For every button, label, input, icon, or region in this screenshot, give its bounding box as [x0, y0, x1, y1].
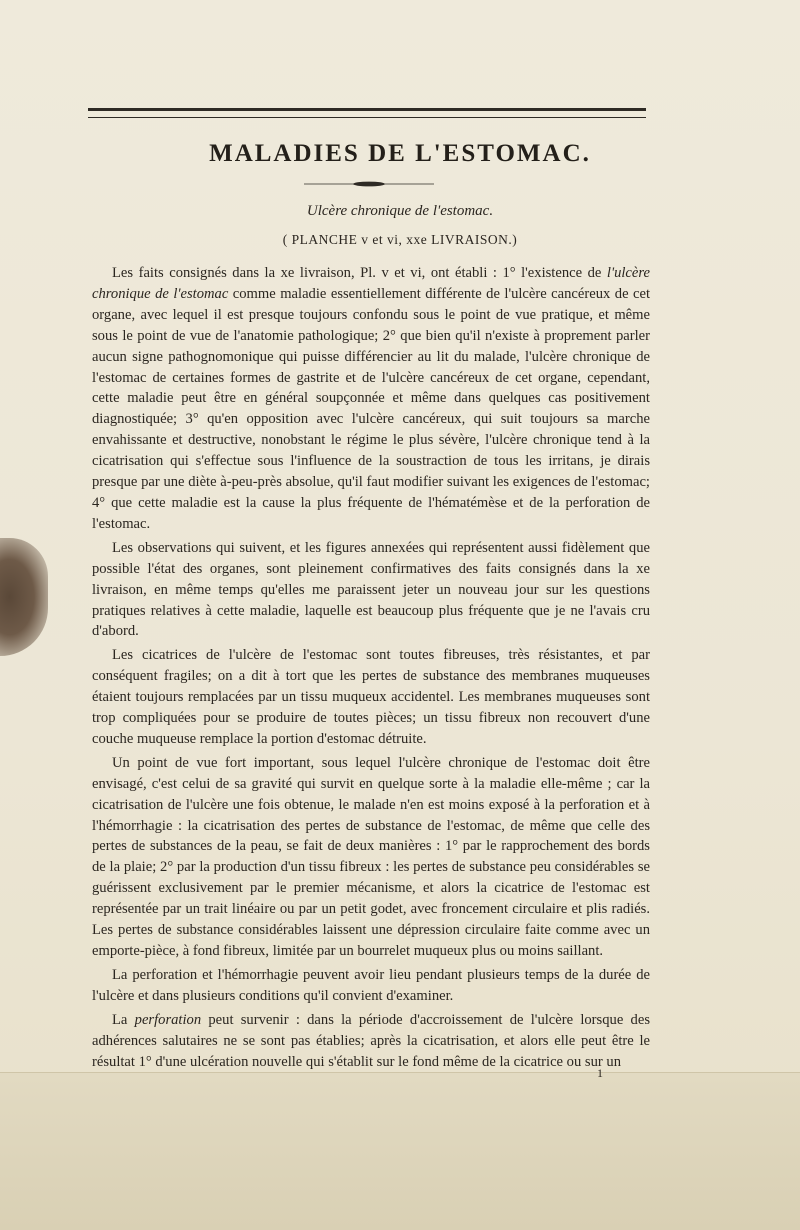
- paragraph-1-emphasis: l'ulcère chronique de l'estomac: [92, 265, 650, 302]
- paragraph-4: [92, 753, 650, 962]
- body-text: [92, 263, 650, 1072]
- paragraph-2-text: Les observations qui suivent, et les figures annexées qui représentent aussi fidèlement que possible l'état des organes, sont pleinement confirmatives des faits consignés dans la xe livraison, en même temps qu'elles me paraissent jeter un nouveau jour sur les questions pratiques relatives à cette maladie, laquelle est beaucoup plus fréquente que je ne l'avais cru d'abord.: [92, 539, 650, 640]
- paragraph-1: [92, 263, 650, 535]
- header-rule: [88, 108, 646, 118]
- plate-reference: ( PLANCHE v et vi, xxe LIVRAISON.): [282, 232, 518, 247]
- page-title: MALADIES DE L'ESTOMAC.: [209, 140, 591, 167]
- paragraph-1-text-cont: comme maladie essentiellement différente de l'ulcère cancéreux de cet organe, avec lequel il est presque toujours confondu sous le point de vue pratique, et même sous le point de vue de l'anatomie pathologique; 2° que bien qu'il n'existe à proprement parler aucun signe pathognomonique qui puisse différencier au lit du malade, l'ulcère chronique de l'estomac de certaines formes de gastrite et de l'ulcère cancéreux de cet organe, cependant, cette maladie peut être en général soupçonnée et même dans quelques cas positivement diagnostiquée; 3° qu'en opposition avec l'ulcère cancéreux, qui suit toujours sa marche envahissante et destructive, nonobstant le régime le plus sévère, l'ulcère chronique tend à la cicatrisation qui s'effectue sous l'influence de la soustraction de tous les irritans, je dirais presque par une diète à-peu-près absolue, qu'il faut modifier suivant les exigences de l'estomac; 4° que cette maladie est la cause la plus fréquente de l'hématémèse et de la perforation de l'estomac.: [92, 285, 651, 532]
- page-bottom-margin: [0, 1072, 800, 1230]
- paragraph-6-emphasis: perforation: [134, 1011, 202, 1028]
- binding-stain: [0, 538, 48, 656]
- title-ornament: [304, 181, 434, 187]
- paragraph-3-text: Les cicatrices de l'ulcère de l'estomac sont toutes fibreuses, très résistantes, et par conséquent fragiles; on a dit à tort que les pertes de substance des membranes muqueuses étaient toujours remplacées par un tissu muqueux accidentel. Les membranes muqueuses sont trop compliquées pour se produire de toutes pièces; un tissu fibreux non recouvert d'une couche muqueuse remplace la portion d'estomac détruite.: [92, 647, 650, 747]
- paragraph-1-text: Les faits consignés dans la xe livraison, Pl. v et vi, ont établi : 1° l'existence de: [112, 265, 607, 281]
- paragraph-6: [92, 1010, 650, 1073]
- paragraph-4-text: Un point de vue fort important, sous lequel l'ulcère chronique de l'estomac doit être envisagé, c'est celui de sa gravité qui survit en quelque sorte à la maladie elle-même ; car la cicatrisation de l'ulcère une fois obtenue, le malade n'en est moins exposé à la perforation et à l'hémorrhagie : la cicatrisation des pertes de substance de l'estomac, de même que celle des pertes de substances de la peau, se fait de deux manières : 1° par le rapprochement des bords de la plaie; 2° par la production d'un tissu fibreux : les pertes de substance peu considérables se guérissent exclusivement par le premier mécanisme, et alors la cicatrice de l'estomac est représentée par un trait linéaire ou par un petit godet, avec froncement circulaire et plis radiés. Les pertes de substance considérables laissent une dépression circulaire faite comme avec un emporte-pièce, à fond fibreux, limitée par un bourrelet muqueux plus ou moins saillant.: [92, 754, 650, 959]
- section-subtitle: Ulcère chronique de l'estomac.: [306, 203, 494, 219]
- paragraph-2: [92, 538, 650, 643]
- paragraph-3: [92, 645, 650, 750]
- paragraph-5-text: La perforation et l'hémorrhagie peuvent avoir lieu pendant plusieurs temps de la durée de l'ulcère et dans plusieurs conditions qu'il convient d'examiner.: [92, 966, 650, 1004]
- paragraph-5: [92, 965, 650, 1007]
- paragraph-6-text: La: [112, 1011, 135, 1028]
- paragraph-6-text-cont: peut survenir : dans la période d'accroissement de l'ulcère lorsque des adhérences salutaires ne se sont pas établies; après la cicatrisation, et alors elle peut être le résultat 1° d'une ulcération nouvelle qui s'établit sur le fond même de la cicatrice ou sur un: [92, 1011, 650, 1070]
- page-number: 1: [597, 1066, 603, 1080]
